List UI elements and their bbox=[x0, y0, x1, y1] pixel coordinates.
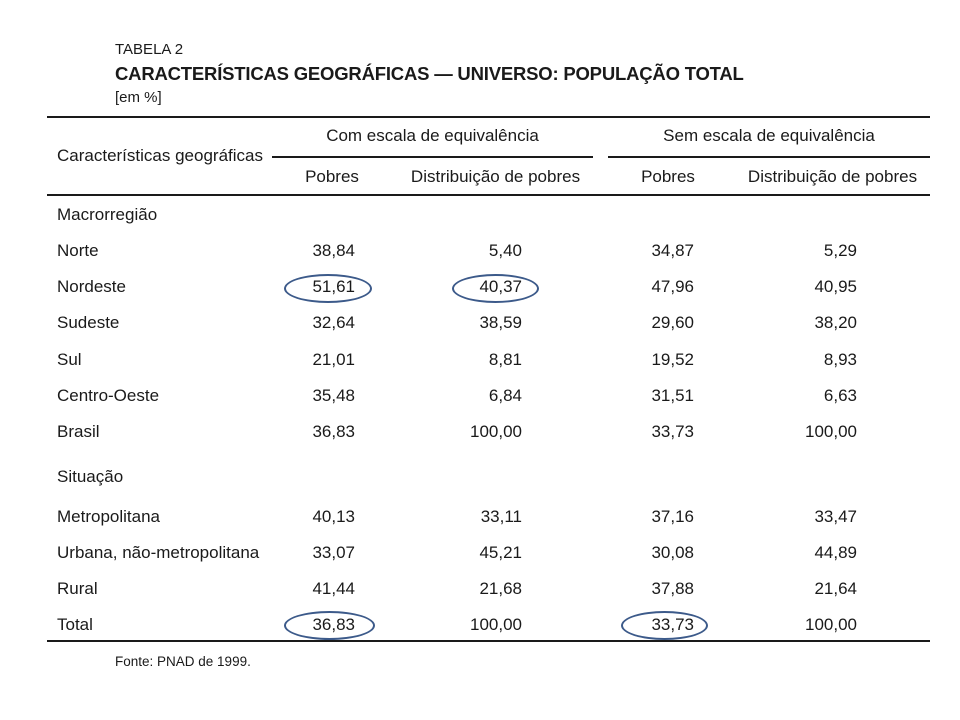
table-label: TABELA 2 bbox=[115, 41, 184, 58]
table-cell: 51,61 bbox=[312, 277, 355, 296]
table-cell: 33,11 bbox=[480, 507, 522, 526]
table-cell: 36,83 bbox=[312, 422, 355, 441]
highlight-circle-nordeste-pobres bbox=[284, 274, 372, 303]
table-cell: 40,95 bbox=[814, 277, 857, 296]
row-label: Sudeste bbox=[57, 313, 120, 332]
row-label: Norte bbox=[57, 241, 99, 260]
group-rule-right bbox=[608, 156, 930, 158]
highlight-circle-nordeste-distribuicao bbox=[452, 274, 539, 303]
table-cell: 21,68 bbox=[479, 579, 522, 598]
group-header-without-scale: Sem escala de equivalência bbox=[663, 126, 875, 145]
table-top-rule bbox=[47, 116, 930, 118]
row-label: Urbana, não-metropolitana bbox=[57, 543, 260, 562]
table-cell: 40,13 bbox=[312, 507, 355, 526]
group-header-with-scale: Com escala de equivalência bbox=[326, 126, 539, 145]
table-cell: 100,00 bbox=[805, 422, 857, 441]
stub-header: Características geográficas bbox=[57, 146, 263, 165]
table-cell: 41,44 bbox=[312, 579, 355, 598]
table-cell: 31,51 bbox=[651, 386, 694, 405]
table-cell: 21,01 bbox=[312, 350, 355, 369]
table-cell: 21,64 bbox=[814, 579, 857, 598]
table-cell: 38,59 bbox=[479, 313, 522, 332]
row-label: Centro-Oeste bbox=[57, 386, 160, 405]
table-cell: 30,08 bbox=[651, 543, 694, 562]
table-cell: 6,63 bbox=[823, 386, 857, 405]
table-cell: 37,16 bbox=[651, 507, 694, 526]
table-cell: 33,07 bbox=[312, 543, 355, 562]
table-cell: 36,83 bbox=[312, 615, 355, 634]
table-cell: 6,84 bbox=[488, 386, 522, 405]
table-cell: 33,73 bbox=[651, 615, 694, 634]
column-header-pobres-2: Pobres bbox=[641, 167, 695, 186]
table-cell: 34,87 bbox=[651, 241, 694, 260]
table-cell: 8,81 bbox=[488, 350, 522, 369]
table-cell: 37,88 bbox=[651, 579, 694, 598]
highlight-circle-total-pobres-2 bbox=[621, 611, 708, 640]
table-cell: 32,64 bbox=[312, 313, 355, 332]
table-cell: 33,47 bbox=[814, 507, 857, 526]
table-cell: 35,48 bbox=[312, 386, 355, 405]
table-cell: 5,40 bbox=[488, 241, 522, 260]
section-title: Macrorregião bbox=[57, 205, 158, 224]
table-cell: 8,93 bbox=[823, 350, 857, 369]
table-cell: 5,29 bbox=[823, 241, 857, 260]
table-cell: 47,96 bbox=[651, 277, 694, 296]
highlight-circle-total-pobres-1 bbox=[284, 611, 375, 640]
column-header-distribuicao-1: Distribuição de pobres bbox=[410, 167, 581, 186]
row-label: Brasil bbox=[57, 422, 100, 441]
header-bottom-rule bbox=[47, 194, 930, 196]
table-footnote: Fonte: PNAD de 1999. bbox=[115, 654, 251, 669]
row-label: Metropolitana bbox=[57, 507, 161, 526]
table-cell: 33,73 bbox=[651, 422, 694, 441]
table-cell: 40,37 bbox=[479, 277, 522, 296]
table-title: CARACTERÍSTICAS GEOGRÁFICAS — UNIVERSO: POPULAÇÃO TOTAL bbox=[115, 63, 744, 84]
table-cell: 100,00 bbox=[805, 615, 857, 634]
row-label: Nordeste bbox=[57, 277, 126, 296]
table-cell: 100,00 bbox=[470, 422, 522, 441]
table-unit: [em %] bbox=[115, 89, 162, 106]
column-header-pobres-1: Pobres bbox=[305, 167, 359, 186]
table-bottom-rule bbox=[47, 640, 930, 642]
table-cell: 19,52 bbox=[651, 350, 694, 369]
table-cell: 45,21 bbox=[479, 543, 522, 562]
row-label: Sul bbox=[57, 350, 82, 369]
row-label: Rural bbox=[57, 579, 98, 598]
table-cell: 38,20 bbox=[814, 313, 857, 332]
row-label: Total bbox=[57, 615, 93, 634]
table-cell: 29,60 bbox=[651, 313, 694, 332]
table-cell: 100,00 bbox=[470, 615, 522, 634]
table-cell: 38,84 bbox=[312, 241, 355, 260]
column-header-distribuicao-2: Distribuição de pobres bbox=[747, 167, 918, 186]
table-cell: 44,89 bbox=[814, 543, 857, 562]
group-rule-left bbox=[272, 156, 593, 158]
section-title: Situação bbox=[57, 467, 124, 486]
